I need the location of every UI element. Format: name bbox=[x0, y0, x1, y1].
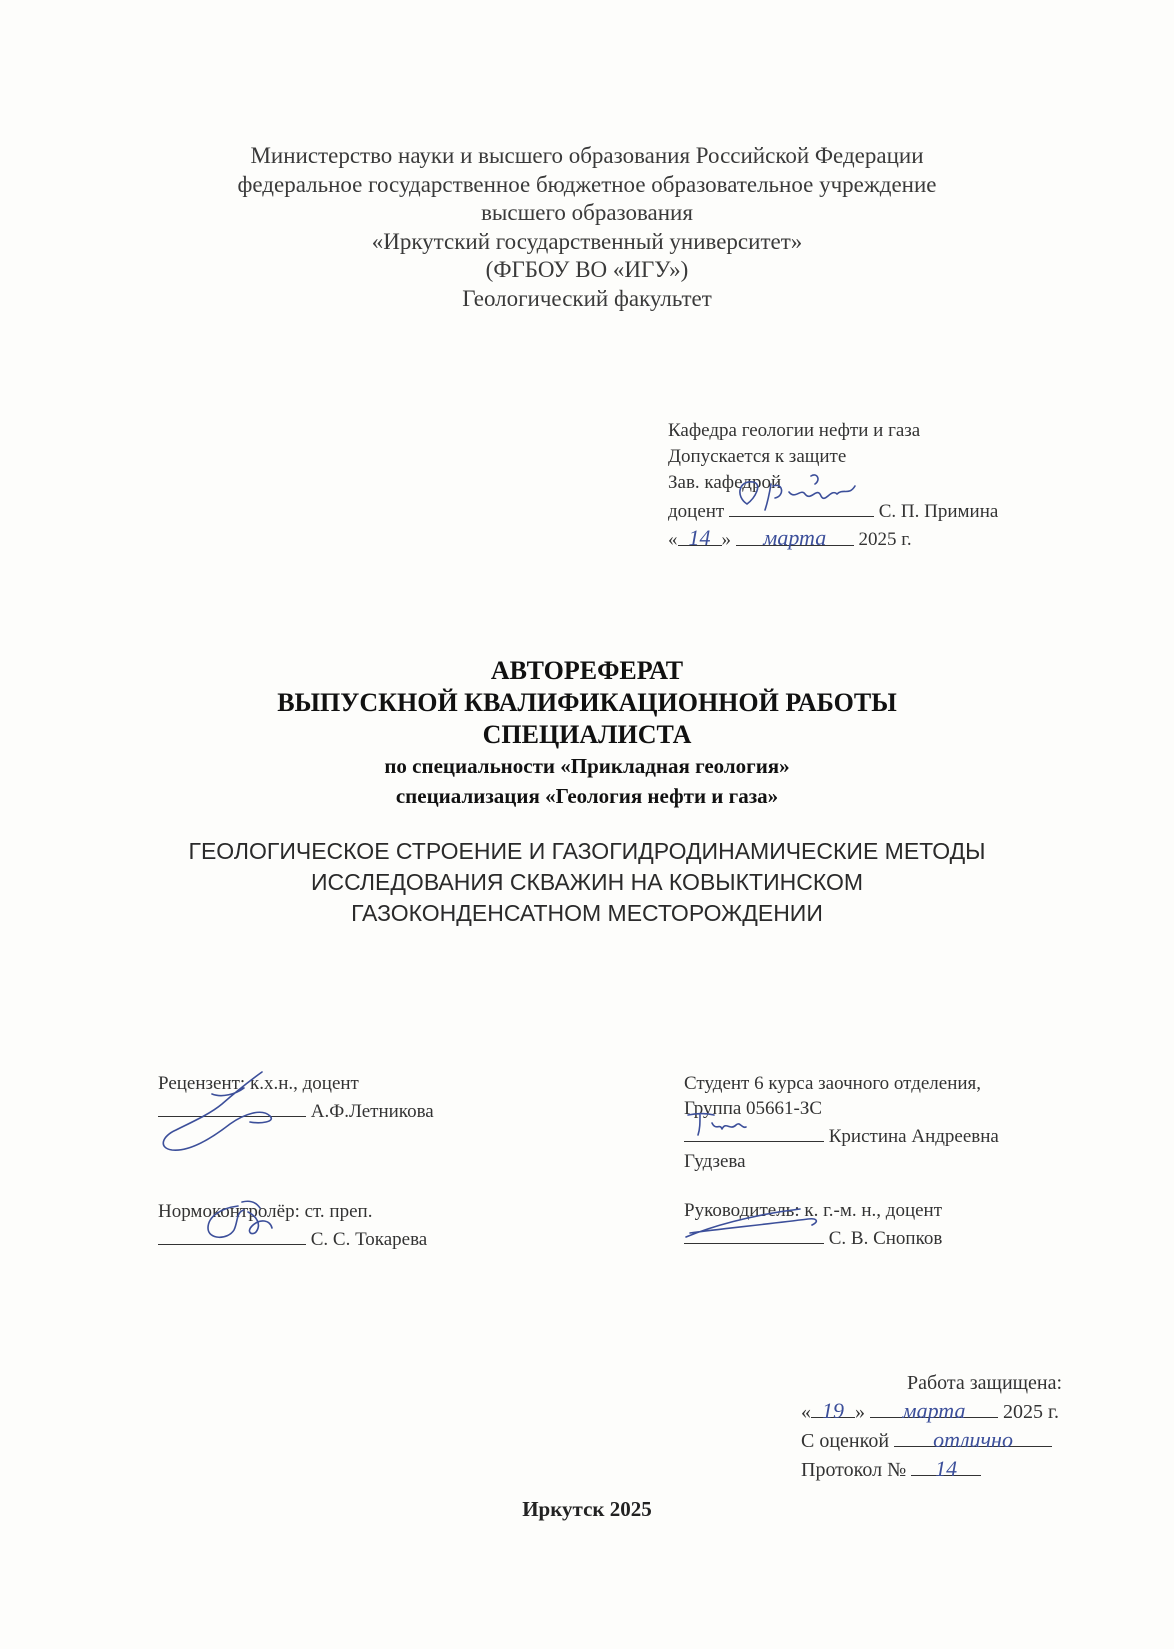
protocol-line bbox=[801, 1455, 1062, 1484]
document-title bbox=[0, 655, 1174, 811]
education-level-line: высшего образования bbox=[481, 200, 693, 225]
thesis-theme bbox=[0, 836, 1174, 929]
institution-type-line: федеральное государственное бюджетное образовательное учреждение bbox=[237, 171, 937, 197]
student-signature-field bbox=[684, 1121, 824, 1142]
grade-line bbox=[801, 1426, 1062, 1455]
department-line: Кафедра геологии нефти и газа bbox=[668, 420, 921, 441]
student-course-line: Студент 6 курса заочного отделения, bbox=[684, 1073, 982, 1094]
student-surname: Гудзева bbox=[684, 1151, 746, 1172]
ministry-line: Министерство науки и высшего образования Российской Федерации bbox=[250, 143, 924, 168]
organization-header bbox=[0, 142, 1174, 313]
approval-block bbox=[668, 418, 998, 553]
approval-month: марта bbox=[736, 525, 854, 546]
grade-label: С оценкой bbox=[801, 1430, 890, 1452]
admitted-line: Допускается к защите bbox=[668, 446, 847, 467]
reviewer-signature-field bbox=[158, 1096, 306, 1117]
head-signature-line bbox=[668, 496, 998, 525]
defense-quote-open: « bbox=[801, 1401, 811, 1423]
head-name: С. П. Примина bbox=[878, 501, 999, 522]
theme-line-3: ГАЗОКОНДЕНСАТНОМ МЕСТОРОЖДЕНИИ bbox=[351, 900, 823, 926]
student-name: Кристина Андреевна bbox=[828, 1126, 999, 1147]
faculty-line: Геологический факультет bbox=[462, 285, 712, 311]
supervisor-name: С. В. Снопков bbox=[828, 1228, 943, 1249]
head-line bbox=[668, 470, 998, 496]
approval-date-line bbox=[668, 525, 998, 553]
approval-year: 2025 г. bbox=[858, 529, 912, 550]
title-line-2: ВЫПУСКНОЙ КВАЛИФИКАЦИОННОЙ РАБОТЫ bbox=[277, 688, 897, 717]
grade-value: отлично bbox=[894, 1426, 1052, 1447]
supervisor-signature-line bbox=[684, 1223, 999, 1251]
city-year: Иркутск 2025 bbox=[522, 1497, 652, 1521]
defense-quote-close: » bbox=[855, 1401, 865, 1423]
head-label: Зав. кафедрой bbox=[668, 472, 782, 493]
title-line-3: СПЕЦИАЛИСТА bbox=[482, 720, 692, 749]
theme-line-2: ИССЛЕДОВАНИЯ СКВАЖИН НА КОВЫКТИНСКОМ bbox=[310, 869, 864, 895]
student-signature-line bbox=[684, 1121, 999, 1149]
protocol-number: 14 bbox=[911, 1455, 981, 1476]
date-quote-close: » bbox=[721, 529, 731, 550]
defense-year: 2025 г. bbox=[1003, 1401, 1059, 1423]
university-name-line: «Иркутский государственный университет» bbox=[371, 228, 803, 254]
normcontrol-signature-line bbox=[158, 1224, 434, 1252]
normcontrol-name: С. С. Токарева bbox=[310, 1229, 428, 1250]
head-signature-field bbox=[729, 496, 874, 517]
normcontrol-label: Нормоконтролёр: ст. преп. bbox=[158, 1201, 373, 1222]
supervisor-label: Руководитель: к. г.-м. н., доцент bbox=[684, 1200, 943, 1221]
protocol-label: Протокол № bbox=[801, 1459, 907, 1481]
defense-label: Работа защищена: bbox=[907, 1372, 1063, 1394]
supervisor-signature-field bbox=[684, 1223, 824, 1244]
reviewer-signature-line bbox=[158, 1096, 434, 1124]
specialty-line: по специальности «Прикладная геология» bbox=[384, 754, 790, 778]
student-group-line: Группа 05661-ЗС bbox=[684, 1098, 823, 1119]
defense-block bbox=[801, 1370, 1062, 1484]
defense-month: марта bbox=[870, 1397, 998, 1418]
university-abbr-line: (ФГБОУ ВО «ИГУ») bbox=[485, 257, 689, 282]
specialization-line: специализация «Геология нефти и газа» bbox=[395, 784, 779, 808]
reviewer-name: А.Ф.Летникова bbox=[310, 1101, 434, 1122]
approval-day: 14 bbox=[678, 525, 722, 546]
defense-day: 19 bbox=[811, 1397, 855, 1418]
defense-date-line bbox=[801, 1397, 1062, 1426]
date-quote-open: « bbox=[668, 529, 678, 550]
left-signatures bbox=[158, 1071, 434, 1252]
title-line-1: АВТОРЕФЕРАТ bbox=[490, 656, 684, 685]
reviewer-label: Рецензент: к.х.н., доцент bbox=[158, 1073, 359, 1094]
head-position: доцент bbox=[668, 501, 725, 522]
theme-line-1: ГЕОЛОГИЧЕСКОЕ СТРОЕНИЕ И ГАЗОГИДРОДИНАМИЧЕСКИЕ МЕТОДЫ bbox=[188, 838, 986, 864]
normcontrol-signature-field bbox=[158, 1224, 306, 1245]
right-signatures bbox=[684, 1071, 999, 1251]
